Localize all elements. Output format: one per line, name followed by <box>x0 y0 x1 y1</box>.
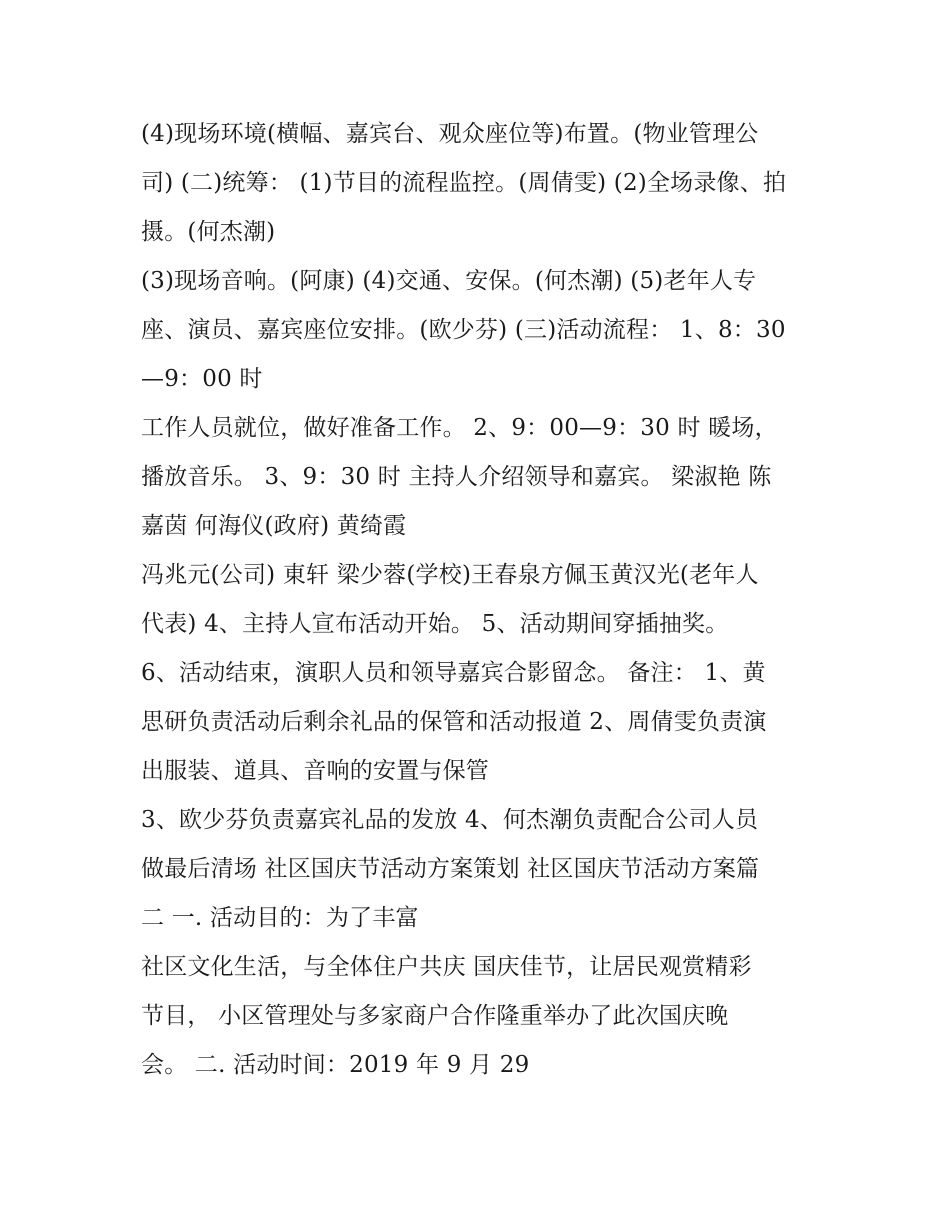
text-line: 摄。(何杰潮) <box>141 219 276 245</box>
text-line: 节目， 小区管理处与多家商户合作隆重举办了此次国庆晚 <box>141 1003 729 1029</box>
text-line: —9：00 时 <box>141 366 263 392</box>
text-line: 嘉茵 何海仪(政府) 黄绮霞 <box>141 513 407 539</box>
text-line: (4)现场环境(横幅、嘉宾台、观众座位等)布置。(物业管理公 <box>141 121 759 147</box>
text-line: 3、欧少芬负责嘉宾礼品的发放 4、何杰潮负责配合公司人员 <box>141 807 759 833</box>
text-line: 工作人员就位，做好准备工作。 2、9：00—9：30 时 暖场， <box>141 415 778 441</box>
document-body <box>141 110 821 1090</box>
text-line: (3)现场音响。(阿康) (4)交通、安保。(何杰潮) (5)老年人专 <box>141 268 757 294</box>
text-line: 社区文化生活，与全体住户共庆 国庆佳节，让居民观赏精彩 <box>141 954 752 980</box>
text-line: 二 一. 活动目的：为了丰富 <box>141 905 419 931</box>
text-line: 6、活动结束，演职人员和领导嘉宾合影留念。 备注： 1、黄 <box>141 660 766 686</box>
text-line: 代表) 4、主持人宣布活动开始。 5、活动期间穿插抽奖。 <box>141 611 729 637</box>
text-line: 座、演员、嘉宾座位安排。(欧少芬) (三)活动流程： 1、8：30 <box>141 317 786 343</box>
text-line: 会。 二. 活动时间：2019 年 9 月 29 <box>141 1052 530 1078</box>
text-line: 做最后清场 社区国庆节活动方案策划 社区国庆节活动方案篇 <box>141 856 760 882</box>
text-line: 播放音乐。 3、9：30 时 主持人介绍领导和嘉宾。 梁淑艳 陈 <box>141 464 772 490</box>
text-line: 出服装、道具、音响的安置与保管 <box>141 758 489 784</box>
text-line: 司) (二)统筹： (1)节目的流程监控。(周倩雯) (2)全场录像、拍 <box>141 170 787 196</box>
text-line: 冯兆元(公司) 東轩 梁少蓉(学校)王春泉方佩玉黄汉光(老年人 <box>141 562 759 588</box>
text-line: 思研负责活动后剩余礼品的保管和活动报道 2、周倩雯负责演 <box>141 709 767 735</box>
